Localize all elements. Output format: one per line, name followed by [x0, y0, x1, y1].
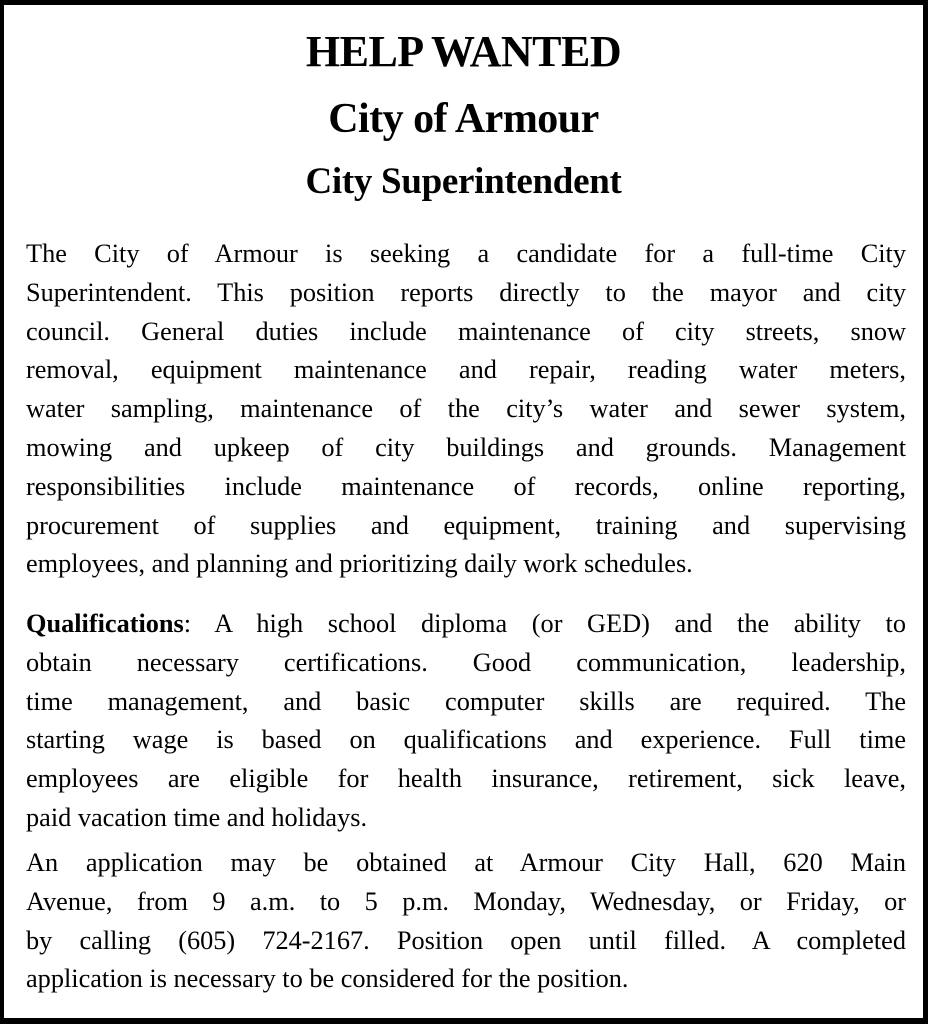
text-line: employees, and planning and prioritizing daily work schedules. — [26, 549, 693, 579]
text-line: The City of Armour is seeking a candidate for a full-time City — [26, 239, 906, 268]
text-line: Superintendent. This position reports directly to the mayor and city — [26, 277, 906, 307]
text-line: time management, and basic computer skills are required. The — [26, 686, 906, 716]
qualifications-text: : A high school diploma (or GED) and the ability to — [183, 609, 906, 638]
headline: HELP WANTED — [305, 27, 622, 76]
position-title: City Superintendent — [305, 161, 622, 202]
text-line: application is necessary to be considered for the position. — [26, 964, 629, 994]
text-line: responsibilities include maintenance of records, online reporting, — [26, 471, 906, 501]
text-line: Avenue, from 9 a.m. to 5 p.m. Monday, Wednesday, or Friday, or — [26, 886, 906, 916]
text-line: paid vacation time and holidays. — [26, 802, 368, 832]
qualifications-label: Qualifications — [26, 609, 184, 638]
text-line: by calling (605) 724-2167. Position open until filled. A completed — [26, 925, 906, 955]
text-line — [26, 605, 906, 644]
text-line: removal, equipment maintenance and repair, reading water meters, — [26, 355, 906, 385]
text-line: procurement of supplies and equipment, training and supervising — [26, 510, 906, 540]
qualifications-paragraph — [26, 605, 906, 838]
application-paragraph — [26, 844, 906, 999]
employer-title: City of Armour — [328, 96, 599, 142]
text-line: An application may be obtained at Armour City Hall, 620 Main — [26, 848, 906, 877]
text-line: obtain necessary certifications. Good communication, leadership, — [26, 647, 906, 677]
text-line: starting wage is based on qualifications and experience. Full time — [26, 725, 906, 755]
text-line: mowing and upkeep of city buildings and grounds. Management — [26, 432, 906, 462]
text-line: council. General duties include maintenance of city streets, snow — [26, 316, 906, 346]
text-line: water sampling, maintenance of the city’s water and sewer system, — [26, 394, 906, 424]
description-paragraph — [26, 235, 906, 584]
text-line: employees are eligible for health insurance, retirement, sick leave, — [26, 764, 906, 794]
